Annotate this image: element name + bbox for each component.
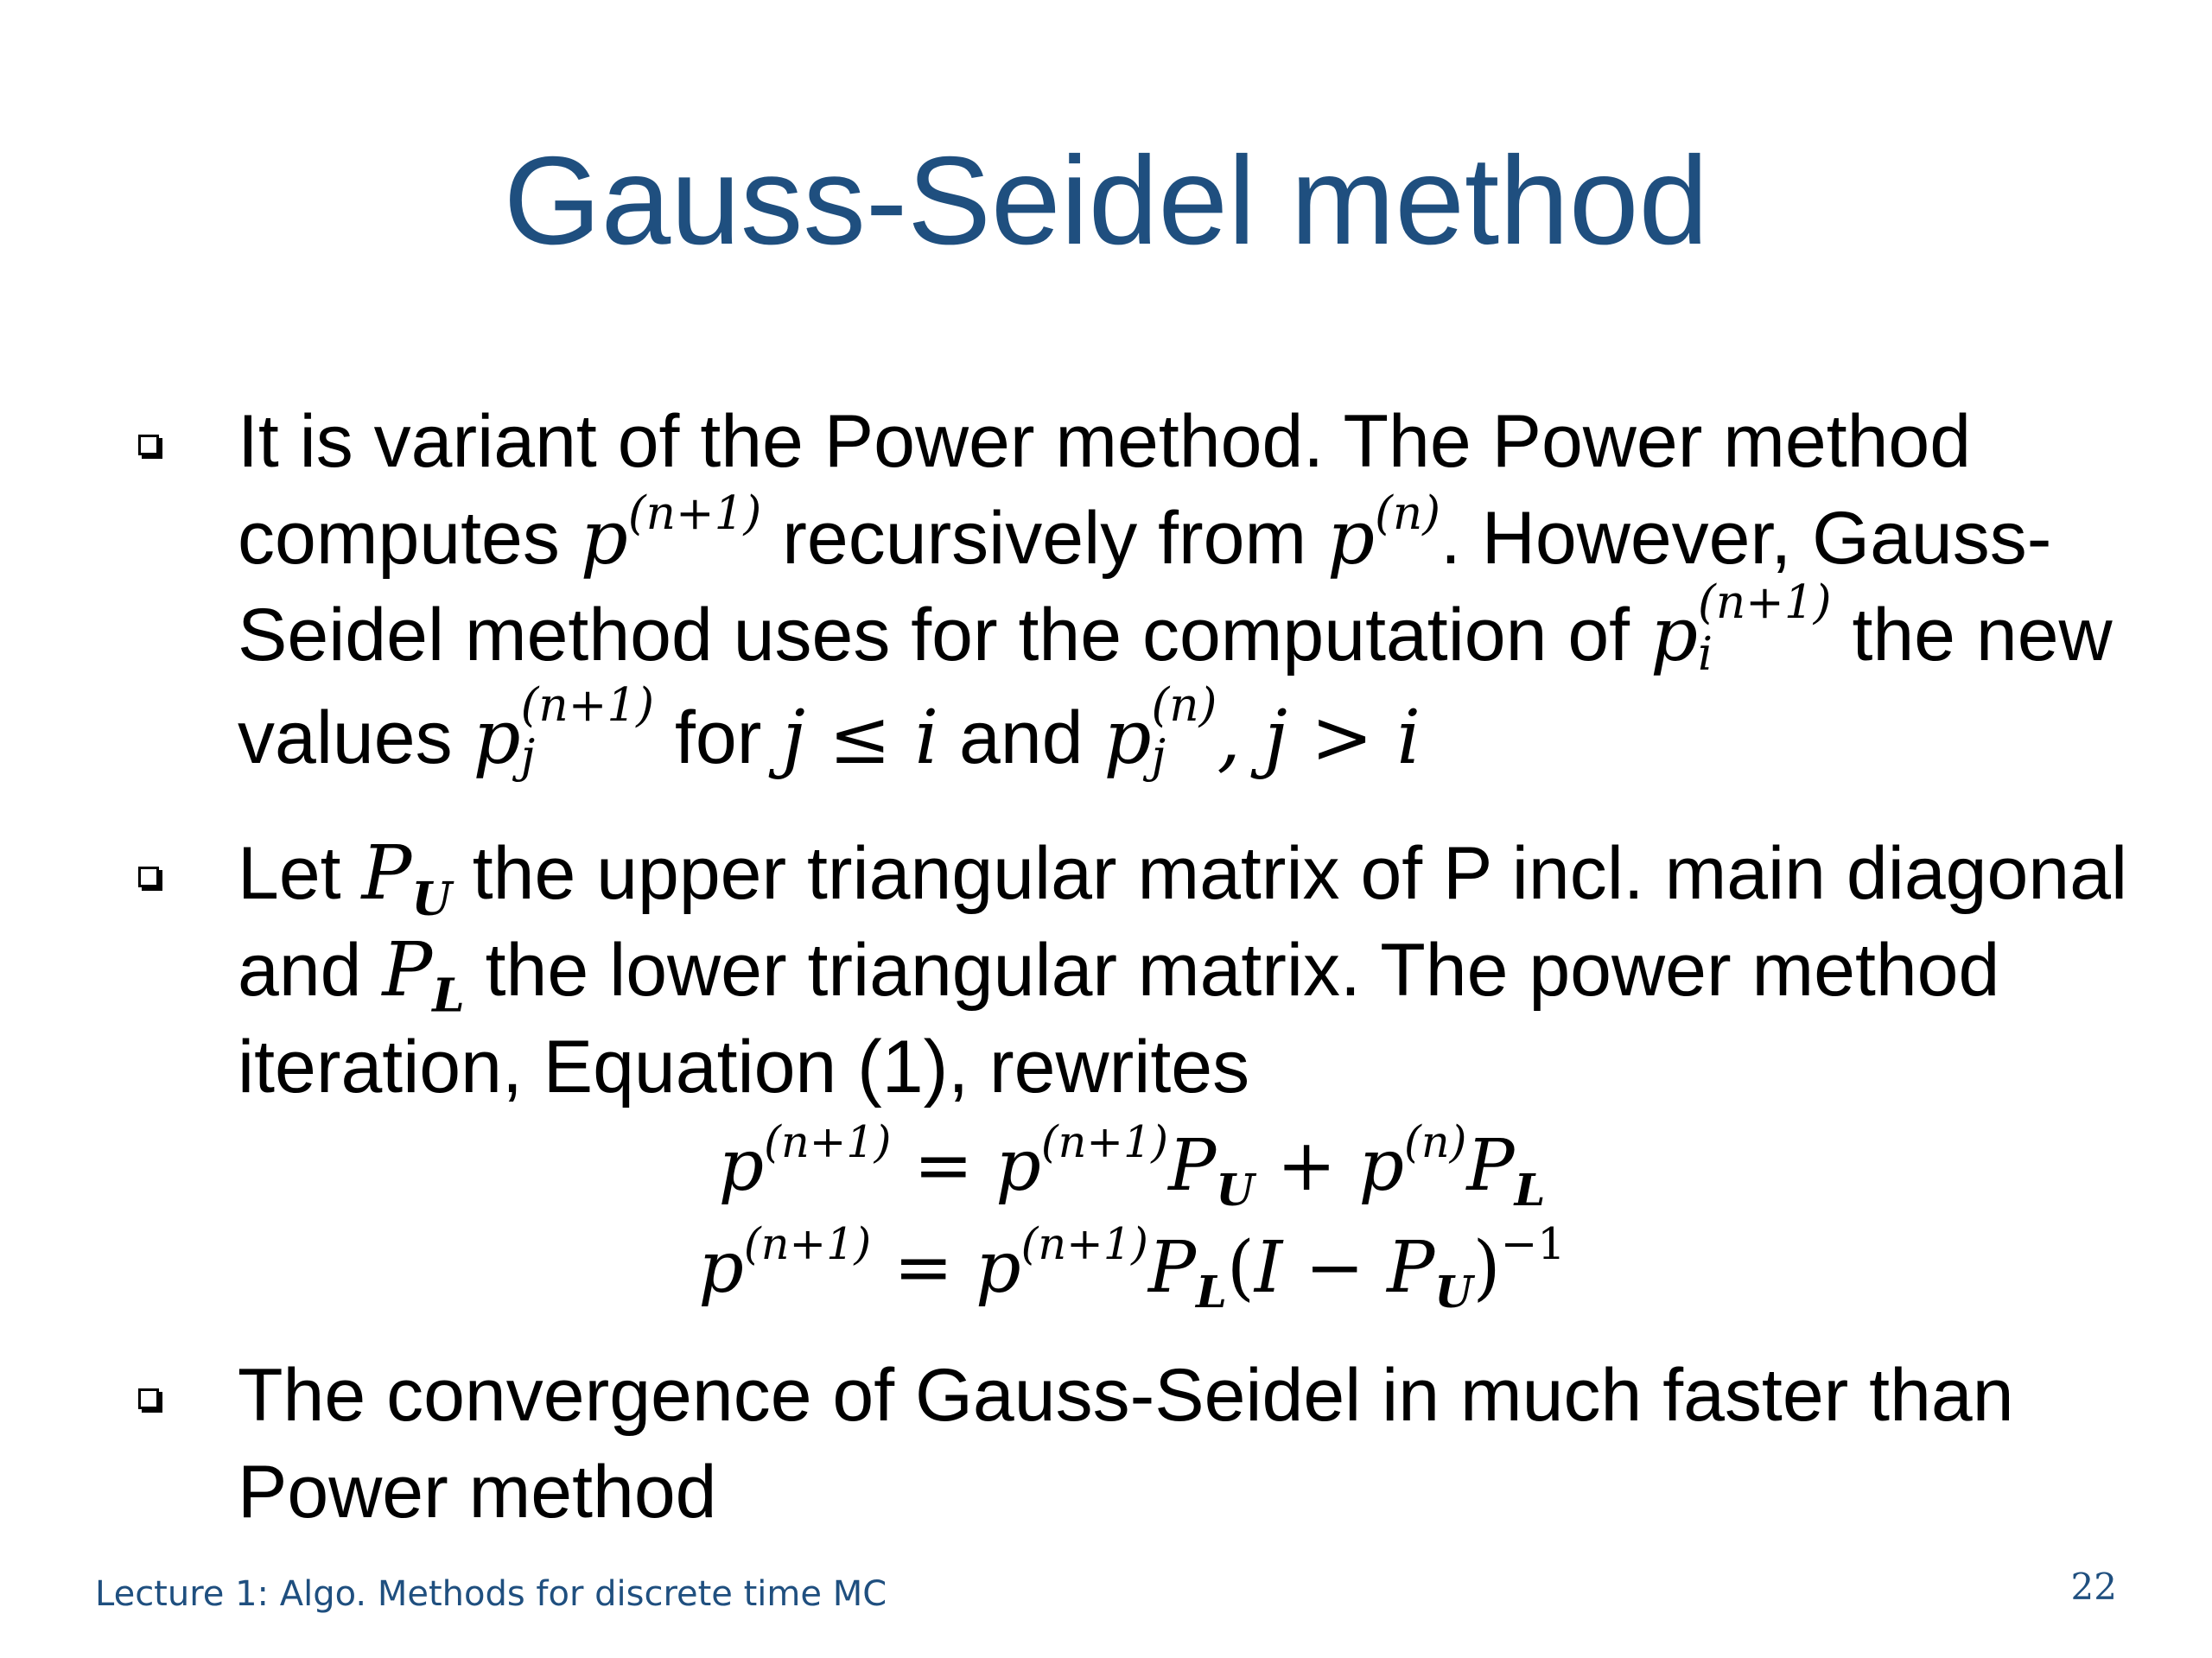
math-p-j	[473, 678, 655, 784]
eq1-plus: +	[1254, 1124, 1359, 1207]
bullet3-text: The convergence of Gauss-Seidel in much faster than Power method	[238, 1353, 2014, 1534]
math-p-i-sup: (n+1)	[1698, 575, 1832, 630]
eq2-exponent: −1	[1500, 1217, 1566, 1269]
eq2-close-paren: )	[1472, 1226, 1501, 1309]
math-p-i-sub: i	[1698, 626, 1713, 681]
bullet2-text-1: Let	[238, 831, 362, 915]
eq2-r2-sub: U	[1434, 1265, 1473, 1318]
math-p-sup: (n+1)	[627, 486, 762, 541]
math-P-L-sub: L	[432, 968, 465, 1023]
math-cond-1: j ≤ i	[782, 694, 939, 781]
math-p-base: p	[580, 495, 628, 581]
math-P-L-base: P	[382, 926, 433, 1013]
bullet1-text-1: It is variant of the Power method. The Power method computes	[238, 400, 1972, 580]
eq1-equals: =	[891, 1124, 996, 1207]
math-cond-2: , j > i	[1217, 694, 1421, 781]
math-p-n-sup: (n)	[1375, 486, 1441, 541]
math-P-U	[361, 829, 452, 926]
math-p-j-sup: (n+1)	[520, 678, 655, 732]
eq1-lhs-p: p	[718, 1124, 765, 1207]
eq1-r2-sub: L	[1514, 1163, 1546, 1216]
math-P-U-sub: U	[411, 871, 452, 926]
math-p-i	[1649, 575, 1832, 681]
eq1-r1-P: P	[1168, 1124, 1217, 1207]
eq2-r1-p: p	[976, 1226, 1021, 1309]
eq1-r2-p: p	[1358, 1124, 1404, 1207]
eq1-r1-sup: (n+1)	[1040, 1115, 1169, 1167]
math-p-n-base: p	[1327, 495, 1376, 581]
eq1-r2-P: P	[1466, 1124, 1515, 1207]
eq1-r1-p: p	[995, 1124, 1041, 1207]
eq2-r1-P: P	[1147, 1226, 1197, 1309]
math-p-j-scripts	[520, 678, 655, 784]
eq2-lhs-p: p	[698, 1226, 744, 1309]
bullet-item-triangular	[121, 825, 2143, 1319]
math-p-j-n-sub: j	[1151, 729, 1166, 784]
slide-title: Gauss-Seidel method	[503, 130, 1709, 270]
eq2-r1-sup: (n+1)	[1020, 1217, 1148, 1269]
eq2-lhs-sup: (n+1)	[743, 1217, 872, 1269]
math-p-j-sub: j	[520, 729, 536, 784]
eq1-r2-sup: (n)	[1404, 1115, 1467, 1167]
math-p-i-scripts	[1698, 575, 1832, 681]
bullet1-text-5: for	[654, 696, 783, 779]
math-P-L	[382, 926, 465, 1023]
square-bullet-icon	[138, 1388, 159, 1409]
bullet1-text-6: and	[938, 696, 1104, 779]
math-p-j-n-sup: (n)	[1151, 678, 1217, 732]
math-p-j-n-base: p	[1103, 694, 1152, 781]
bullet-item-convergence	[121, 1347, 2143, 1540]
page-number: 22	[2070, 1566, 2117, 1608]
footer-lecture-title: Lecture 1: Algo. Methods for discrete time MC	[95, 1574, 887, 1614]
eq2-open-paren: (	[1226, 1226, 1255, 1309]
equations-block	[121, 1115, 2143, 1319]
eq2-equals: =	[871, 1226, 976, 1309]
eq1-r1-sub: U	[1216, 1163, 1255, 1216]
math-p	[580, 486, 762, 581]
math-p-n	[1327, 486, 1441, 581]
bullet-item-power-method	[121, 393, 2143, 792]
eq2-r1-sub: L	[1196, 1265, 1227, 1318]
eq1-lhs-sup: (n+1)	[764, 1115, 892, 1167]
bullet2-text-3: the lower triangular matrix. The power method iteration, Equation (1), rewrites	[238, 928, 2000, 1109]
eq2-identity: I	[1254, 1226, 1283, 1309]
math-P-U-base: P	[361, 829, 412, 917]
equation-2	[121, 1217, 2143, 1319]
math-p-j-n	[1103, 678, 1217, 784]
bullet2-text-2: the upper triangular matrix of P incl. main diagonal and	[238, 831, 2128, 1012]
bullet1-text-3: . However, Gauss-Seidel method uses for the computation of	[238, 497, 2052, 677]
bullet1-text-4: the new values	[238, 594, 2113, 779]
square-bullet-icon	[138, 867, 159, 887]
equation-1	[121, 1115, 2143, 1217]
eq2-r2-P: P	[1387, 1226, 1435, 1309]
math-p-i-base: p	[1649, 592, 1699, 678]
eq2-minus: −	[1282, 1226, 1388, 1309]
math-p-j-n-scripts	[1151, 678, 1217, 784]
math-p-j-base: p	[473, 694, 521, 781]
slide-body	[121, 393, 2143, 1540]
bullet1-text-2: recursively from	[761, 497, 1328, 580]
square-bullet-icon	[138, 435, 159, 455]
